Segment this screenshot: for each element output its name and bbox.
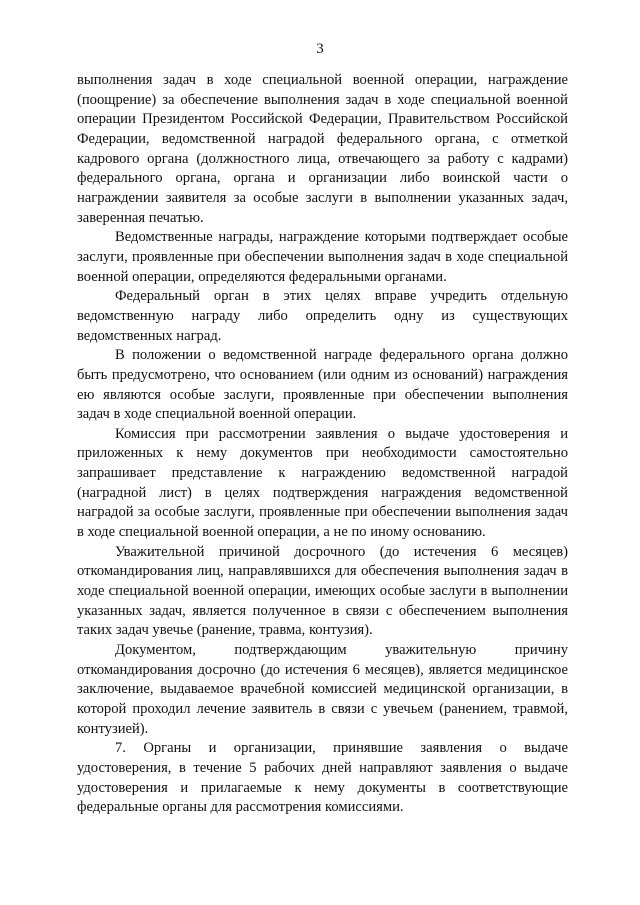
page-number: 3	[316, 41, 324, 57]
paragraph: Ведомственные награды, награждение которыми подтверждает особые заслуги, проявленные при обеспечении выполнения задач в ходе специальной военной операции, определяются федеральными органами.	[77, 229, 568, 285]
paragraph: Федеральный орган в этих целях вправе учредить отдельную ведомственную награду либо определить одну из существующих ведомственных наград.	[77, 288, 568, 344]
paragraph: Комиссия при рассмотрении заявления о выдаче удостоверения и приложенных к нему документов при необходимости самостоятельно запрашивает представление к награждению ведомственной наградой (наградной лист) в целях подтверждения награждения ведомственной наградой за особые заслуги, проявленные при обеспечении выполнения задач в ходе специальной военной операции, а не по иному основанию.	[77, 425, 568, 541]
document-body	[77, 71, 568, 818]
paragraph: 7. Органы и организации, принявшие заявления о выдаче удостоверения, в течение 5 рабочих дней направляют заявления о выдаче удостоверения и прилагаемые к нему документы в соответствующие федеральные органы для рассмотрения комиссиями.	[77, 740, 568, 816]
paragraph: Документом, подтверждающим уважительную причину откомандирования досрочно (до истечения 6 месяцев), является медицинское заключение, выдаваемое врачебной комиссией медицинской организации, в которой проходил лечение заявитель в связи с увечьем (ранением, травмой, контузией).	[77, 642, 568, 737]
paragraph: выполнения задач в ходе специальной военной операции, награждение (поощрение) за обеспечение выполнения задач в ходе специальной военной операции Президентом Российской Федерации, Правительством Российской Федерации, ведомственной наградой федерального органа, с отметкой кадрового органа (должностного лица, отвечающего за работу с кадрами) федерального органа, органа и организации либо воинской части о награждении заявителя за особые заслуги в выполнении указанных задач, заверенная печатью.	[77, 72, 568, 226]
paragraph: Уважительной причиной досрочного (до истечения 6 месяцев) откомандирования лиц, направлявшихся для обеспечения выполнения задач в ходе специальной военной операции, имеющих особые заслуги в выполнении указанных задач, является полученное в связи с обеспечением выполнения таких задач увечье (ранение, травма, контузия).	[77, 543, 568, 639]
paragraph: В положении о ведомственной награде федерального органа должно быть предусмотрено, что основанием (или одним из оснований) награждения ею являются особые заслуги, проявленные при обеспечении выполнения задач в ходе специальной военной операции.	[77, 347, 568, 423]
